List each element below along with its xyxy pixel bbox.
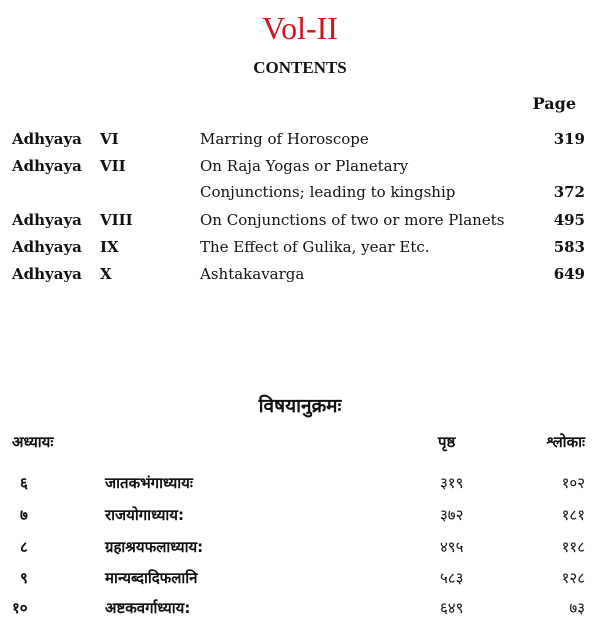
chapter-number: IX — [100, 238, 119, 256]
table-row — [0, 537, 600, 559]
chapter-title: अष्टकवर्गाध्याय: — [105, 599, 191, 617]
shloka-count: ७३ — [569, 599, 585, 617]
table-row — [0, 157, 600, 177]
chapter-title: Conjunctions; leading to kingship — [200, 183, 456, 201]
chapter-title: ग्रहाश्रयफलाध्याय: — [105, 538, 204, 556]
adhyaya-header: अध्यायः — [12, 433, 54, 451]
page-column-header: Page — [532, 94, 576, 113]
chapter-number: ८ — [20, 538, 28, 556]
page-number: 495 — [553, 211, 585, 229]
page-number: 319 — [553, 130, 585, 148]
hindi-heading: विषयानुक्रमः — [258, 395, 342, 417]
chapter-title: On Raja Yogas or Planetary — [200, 157, 409, 175]
page-number: ५८३ — [440, 569, 464, 587]
shloka-count: १८१ — [561, 506, 585, 524]
shloka-count: १२८ — [561, 569, 585, 587]
chapter-title: राजयोगाध्याय: — [105, 506, 184, 524]
table-row — [0, 473, 600, 495]
page-number: ३७२ — [440, 506, 464, 524]
chapter-title: Marring of Horoscope — [200, 130, 369, 148]
chapter-number: VI — [100, 130, 119, 148]
shloka-count: ११८ — [561, 538, 585, 556]
table-row — [0, 265, 600, 285]
page-number: ६४९ — [440, 599, 464, 617]
page-header: पृष्ठ — [438, 433, 456, 451]
adhyaya-label: Adhyaya — [12, 130, 82, 148]
shloka-count: १०२ — [561, 474, 585, 492]
adhyaya-label: Adhyaya — [12, 157, 82, 175]
page-number: 583 — [553, 238, 585, 256]
contents-heading: CONTENTS — [253, 58, 347, 77]
table-row — [0, 130, 600, 150]
page-number: ३१९ — [440, 474, 464, 492]
chapter-title: मान्यब्दादिफलानि — [105, 569, 198, 587]
shloka-header: श्लोकाः — [546, 433, 585, 451]
page-number: 372 — [553, 183, 585, 201]
table-row — [0, 211, 600, 231]
adhyaya-label: Adhyaya — [12, 211, 82, 229]
chapter-number: VIII — [100, 211, 133, 229]
chapter-title: The Effect of Gulika, year Etc. — [200, 238, 430, 256]
chapter-number: X — [100, 265, 112, 283]
chapter-title: On Conjunctions of two or more Planets — [200, 211, 505, 229]
table-row — [0, 598, 600, 620]
table-row — [0, 505, 600, 527]
adhyaya-label: Adhyaya — [12, 265, 82, 283]
table-row — [0, 568, 600, 590]
chapter-number: १० — [12, 599, 28, 617]
chapter-title: Ashtakavarga — [200, 265, 305, 283]
volume-title: Vol-II — [262, 10, 338, 46]
chapter-title: जातकभंगाध्यायः — [105, 474, 193, 492]
table-row — [0, 238, 600, 258]
chapter-number: ९ — [20, 569, 28, 587]
chapter-number: VII — [100, 157, 126, 175]
table-row — [0, 183, 600, 203]
chapter-number: ७ — [20, 506, 28, 524]
page-number: ४९५ — [440, 538, 464, 556]
chapter-number: ६ — [20, 474, 28, 492]
page-number: 649 — [553, 265, 585, 283]
adhyaya-label: Adhyaya — [12, 238, 82, 256]
